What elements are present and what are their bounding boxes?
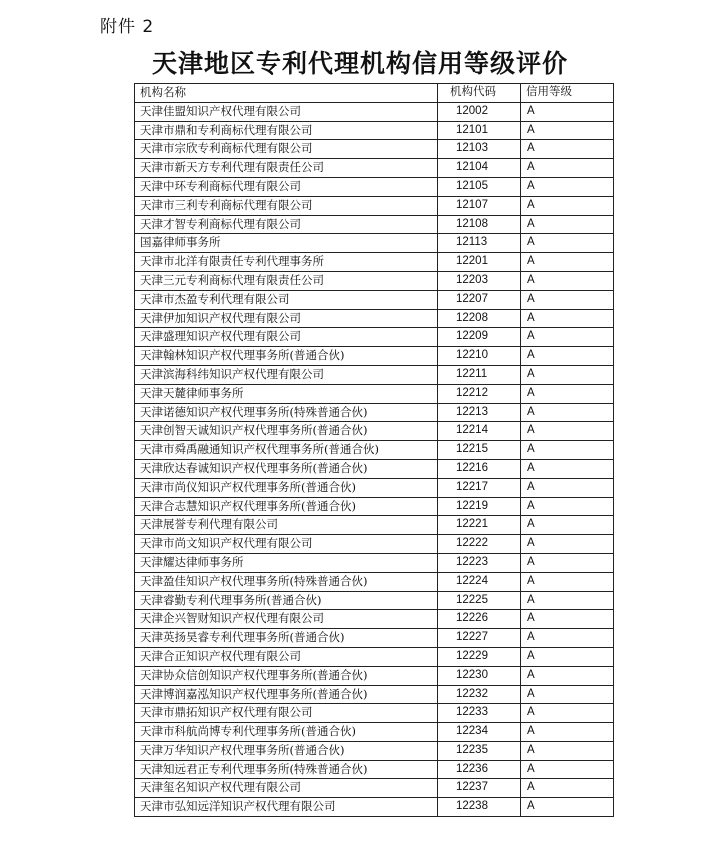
credit-grade-cell: A [521, 177, 614, 196]
agency-code-cell: 12203 [438, 271, 521, 290]
agency-name-cell: 天津市鼎和专利商标代理有限公司 [135, 121, 438, 140]
credit-grade-cell: A [521, 760, 614, 779]
credit-grade-cell: A [521, 196, 614, 215]
agency-code-cell: 12226 [438, 610, 521, 629]
table-row [135, 535, 614, 554]
table-row [135, 290, 614, 309]
agency-code-cell: 12108 [438, 215, 521, 234]
table-row [135, 140, 614, 159]
credit-grade-cell: A [521, 741, 614, 760]
agency-name-cell: 天津睿勤专利代理事务所(普通合伙) [135, 591, 438, 610]
agency-name-cell: 天津市弘知远洋知识产权代理有限公司 [135, 798, 438, 817]
agency-code-cell: 12212 [438, 384, 521, 403]
agency-name-cell: 天津佳盟知识产权代理有限公司 [135, 102, 438, 121]
credit-grade-cell: A [521, 572, 614, 591]
agency-name-cell: 天津英扬昊睿专利代理事务所(普通合伙) [135, 629, 438, 648]
agency-code-cell: 12223 [438, 553, 521, 572]
table-row [135, 497, 614, 516]
credit-grade-cell: A [521, 591, 614, 610]
agency-name-cell: 天津玺名知识产权代理有限公司 [135, 779, 438, 798]
agency-code-cell: 12222 [438, 535, 521, 554]
agency-code-cell: 12217 [438, 478, 521, 497]
table-row [135, 253, 614, 272]
agency-code-cell: 12210 [438, 347, 521, 366]
agency-code-cell: 12237 [438, 779, 521, 798]
table-row [135, 215, 614, 234]
credit-grade-cell: A [521, 328, 614, 347]
agency-name-cell: 天津合志慧知识产权代理事务所(普通合伙) [135, 497, 438, 516]
agency-name-cell: 天津滨海科纬知识产权代理有限公司 [135, 365, 438, 384]
table-row [135, 347, 614, 366]
agency-name-cell: 天津协众信创知识产权代理事务所(普通合伙) [135, 666, 438, 685]
table-row [135, 459, 614, 478]
agency-code-cell: 12113 [438, 234, 521, 253]
header-credit-grade: 信用等级 [521, 84, 614, 103]
table-row [135, 271, 614, 290]
credit-grade-cell: A [521, 666, 614, 685]
credit-grade-cell: A [521, 347, 614, 366]
credit-grade-cell: A [521, 497, 614, 516]
agency-name-cell: 天津市尚仪知识产权代理事务所(普通合伙) [135, 478, 438, 497]
agency-name-cell: 天津市舜禹融通知识产权代理事务所(普通合伙) [135, 441, 438, 460]
agency-code-cell: 12105 [438, 177, 521, 196]
agency-name-cell: 天津诺德知识产权代理事务所(特殊普通合伙) [135, 403, 438, 422]
agency-name-cell: 天津市新天方专利代理有限责任公司 [135, 159, 438, 178]
agency-name-cell: 国嘉律师事务所 [135, 234, 438, 253]
credit-grade-cell: A [521, 365, 614, 384]
page-title: 天津地区专利代理机构信用等级评价 [151, 49, 568, 78]
credit-grade-cell: A [521, 215, 614, 234]
agency-code-cell: 12101 [438, 121, 521, 140]
table-row [135, 666, 614, 685]
agency-code-cell: 12233 [438, 704, 521, 723]
table-row [135, 177, 614, 196]
agency-code-cell: 12002 [438, 102, 521, 121]
table-row [135, 102, 614, 121]
agency-name-cell: 天津才智专利商标代理有限公司 [135, 215, 438, 234]
agency-code-cell: 12107 [438, 196, 521, 215]
credit-grade-cell: A [521, 309, 614, 328]
agency-name-cell: 天津欣达春诚知识产权代理事务所(普通合伙) [135, 459, 438, 478]
table-row [135, 685, 614, 704]
table-row [135, 121, 614, 140]
table-row [135, 553, 614, 572]
table-row [135, 779, 614, 798]
table-row [135, 196, 614, 215]
agency-name-cell: 天津市宗欣专利商标代理有限公司 [135, 140, 438, 159]
table-body [135, 102, 614, 816]
agency-code-cell: 12219 [438, 497, 521, 516]
credit-grade-cell: A [521, 535, 614, 554]
table-row [135, 723, 614, 742]
agency-name-cell: 天津创智天诚知识产权代理事务所(普通合伙) [135, 422, 438, 441]
table-row [135, 798, 614, 817]
credit-grade-cell: A [521, 610, 614, 629]
agency-name-cell: 天津盈佳知识产权代理事务所(特殊普通合伙) [135, 572, 438, 591]
agency-code-cell: 12211 [438, 365, 521, 384]
credit-grade-cell: A [521, 478, 614, 497]
agency-code-cell: 12238 [438, 798, 521, 817]
credit-grade-cell: A [521, 290, 614, 309]
credit-grade-cell: A [521, 441, 614, 460]
agency-code-cell: 12230 [438, 666, 521, 685]
agency-name-cell: 天津市杰盈专利代理有限公司 [135, 290, 438, 309]
agency-code-cell: 12209 [438, 328, 521, 347]
credit-grade-cell: A [521, 422, 614, 441]
credit-grade-cell: A [521, 723, 614, 742]
credit-grade-cell: A [521, 647, 614, 666]
agency-code-cell: 12229 [438, 647, 521, 666]
agency-name-cell: 天津知远君正专利代理事务所(特殊普通合伙) [135, 760, 438, 779]
credit-grade-cell: A [521, 384, 614, 403]
table-row [135, 384, 614, 403]
credit-grade-cell: A [521, 121, 614, 140]
agency-code-cell: 12201 [438, 253, 521, 272]
table-row [135, 760, 614, 779]
credit-grade-cell: A [521, 159, 614, 178]
agency-code-cell: 12214 [438, 422, 521, 441]
table-row [135, 234, 614, 253]
table-row [135, 441, 614, 460]
table-row [135, 516, 614, 535]
table-row [135, 328, 614, 347]
credit-grade-cell: A [521, 629, 614, 648]
table-row [135, 365, 614, 384]
agency-name-cell: 天津三元专利商标代理有限责任公司 [135, 271, 438, 290]
agency-code-cell: 12227 [438, 629, 521, 648]
table-row [135, 478, 614, 497]
agency-name-cell: 天津企兴智财知识产权代理有限公司 [135, 610, 438, 629]
table-row [135, 572, 614, 591]
agency-code-cell: 12224 [438, 572, 521, 591]
agency-name-cell: 天津展誉专利代理有限公司 [135, 516, 438, 535]
agency-name-cell: 天津市三利专利商标代理有限公司 [135, 196, 438, 215]
credit-grade-cell: A [521, 140, 614, 159]
credit-grade-cell: A [521, 516, 614, 535]
credit-grade-cell: A [521, 685, 614, 704]
agency-name-cell: 天津合正知识产权代理有限公司 [135, 647, 438, 666]
agency-code-cell: 12215 [438, 441, 521, 460]
agency-name-cell: 天津耀达律师事务所 [135, 553, 438, 572]
credit-grade-cell: A [521, 271, 614, 290]
agency-code-cell: 12225 [438, 591, 521, 610]
table-row [135, 629, 614, 648]
credit-grade-cell: A [521, 459, 614, 478]
attachment-label: 附件 2 [100, 17, 155, 37]
credit-grade-cell: A [521, 102, 614, 121]
agency-name-cell: 天津博润嘉泓知识产权代理事务所(普通合伙) [135, 685, 438, 704]
rating-table [134, 83, 614, 817]
agency-name-cell: 天津中环专利商标代理有限公司 [135, 177, 438, 196]
credit-grade-cell: A [521, 798, 614, 817]
table-row [135, 741, 614, 760]
agency-code-cell: 12104 [438, 159, 521, 178]
credit-grade-cell: A [521, 403, 614, 422]
table-row [135, 422, 614, 441]
header-agency-code: 机构代码 [438, 84, 521, 103]
header-agency-name: 机构名称 [135, 84, 438, 103]
table-row [135, 403, 614, 422]
table-row [135, 610, 614, 629]
agency-name-cell: 天津市鼎拓知识产权代理有限公司 [135, 704, 438, 723]
credit-grade-cell: A [521, 234, 614, 253]
credit-grade-cell: A [521, 253, 614, 272]
agency-name-cell: 天津翰林知识产权代理事务所(普通合伙) [135, 347, 438, 366]
credit-grade-cell: A [521, 704, 614, 723]
agency-code-cell: 12207 [438, 290, 521, 309]
agency-code-cell: 12232 [438, 685, 521, 704]
agency-code-cell: 12213 [438, 403, 521, 422]
agency-code-cell: 12216 [438, 459, 521, 478]
agency-code-cell: 12208 [438, 309, 521, 328]
agency-name-cell: 天津伊加知识产权代理有限公司 [135, 309, 438, 328]
agency-name-cell: 天津天麓律师事务所 [135, 384, 438, 403]
agency-name-cell: 天津盛理知识产权代理有限公司 [135, 328, 438, 347]
credit-grade-cell: A [521, 779, 614, 798]
table-row [135, 591, 614, 610]
agency-code-cell: 12235 [438, 741, 521, 760]
agency-code-cell: 12221 [438, 516, 521, 535]
credit-grade-cell: A [521, 553, 614, 572]
agency-name-cell: 天津万华知识产权代理事务所(普通合伙) [135, 741, 438, 760]
table-row [135, 647, 614, 666]
agency-name-cell: 天津市科航尚博专利代理事务所(普通合伙) [135, 723, 438, 742]
table-row [135, 159, 614, 178]
agency-code-cell: 12103 [438, 140, 521, 159]
agency-code-cell: 12236 [438, 760, 521, 779]
table-row [135, 309, 614, 328]
agency-code-cell: 12234 [438, 723, 521, 742]
agency-name-cell: 天津市北洋有限责任专利代理事务所 [135, 253, 438, 272]
table-header-row [135, 84, 614, 103]
agency-name-cell: 天津市尚文知识产权代理有限公司 [135, 535, 438, 554]
table-row [135, 704, 614, 723]
